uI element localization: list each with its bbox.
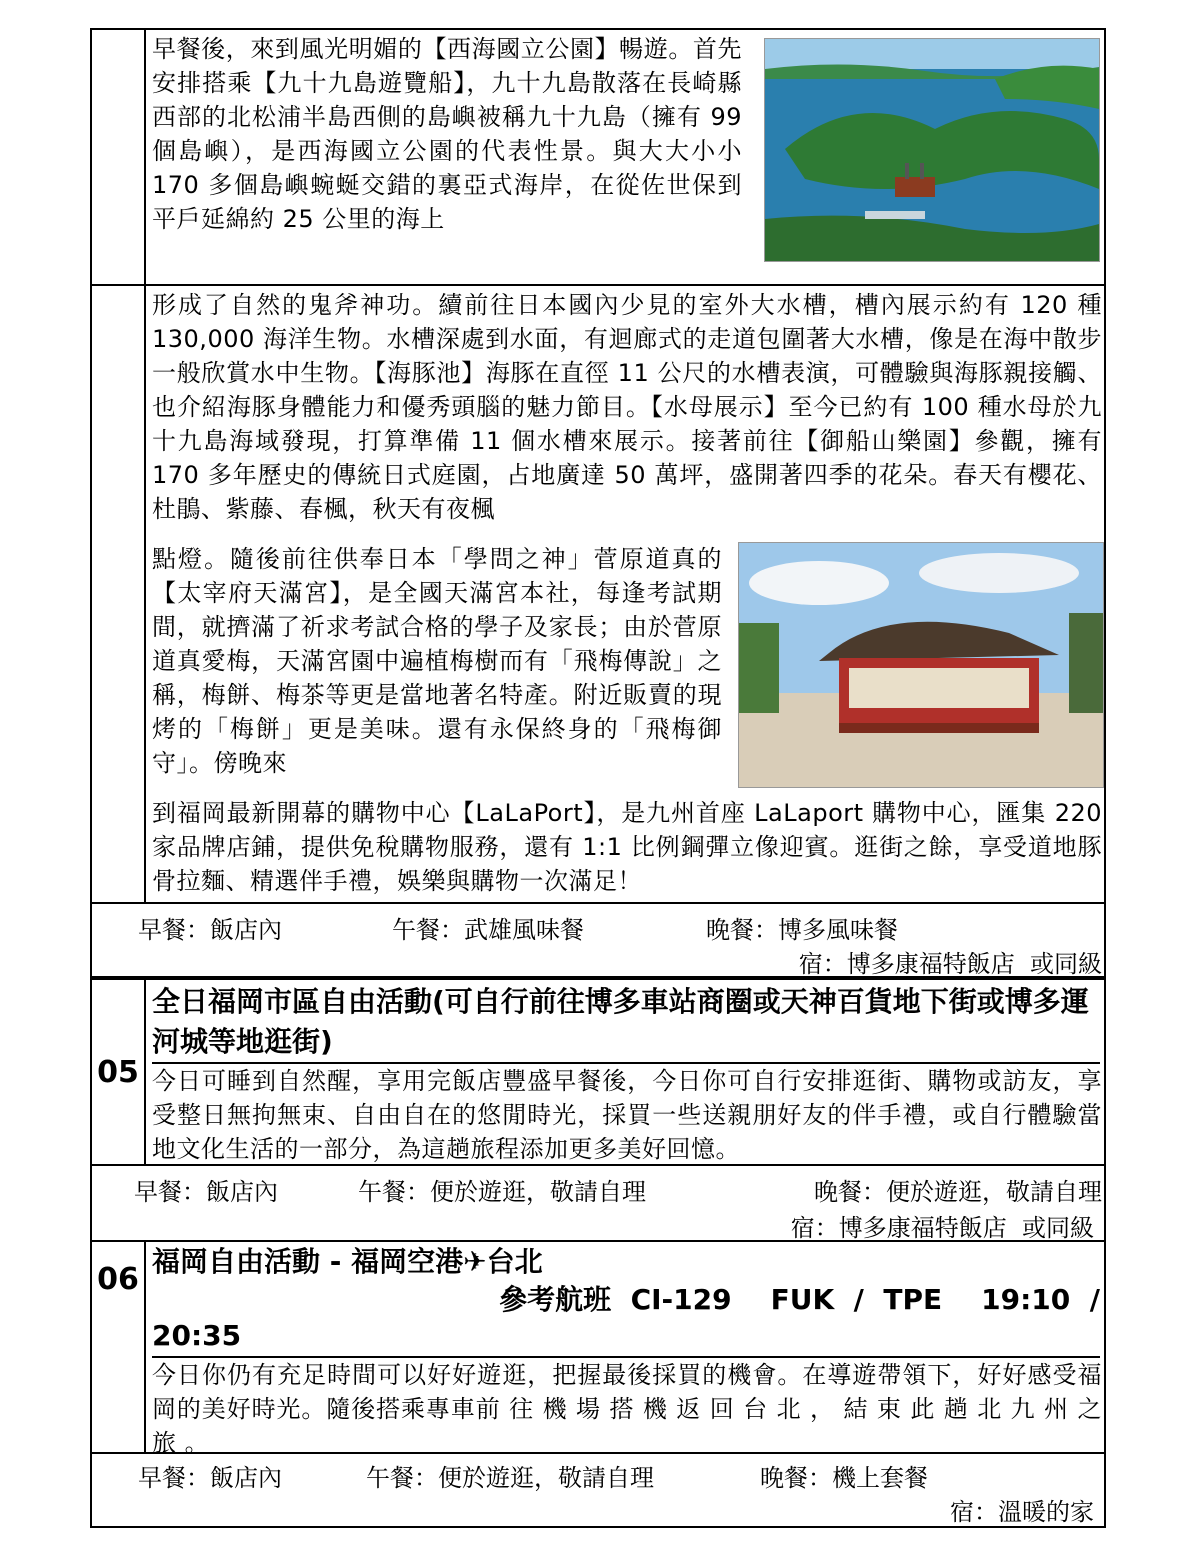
day-block-1	[90, 28, 1106, 286]
day-number: 06	[92, 1242, 146, 1452]
day-number-cell	[92, 286, 146, 902]
day-block-1-text: 早餐後，來到風光明媚的【西海國立公園】暢遊。首先安排搭乘【九十九島遊覽船】，九十九島散落在長崎縣西部的北松浦半島西側的島嶼被稱九十九島（擁有 99 個島嶼），是西海國立公園的代表性景。與大大小小 170 多個島嶼蜿蜒交錯的裏亞式海岸，在從佐世保到平戶延綿約 25 公里的海上	[152, 35, 742, 233]
dinner-label: 晚餐：機上套餐	[760, 1464, 928, 1492]
kujukushima-image	[765, 39, 1099, 261]
day-block-2-text-bottom: 到福岡最新開幕的購物中心【LaLaPort】，是九州首座 LaLaport 購物中心，匯集 220 家品牌店鋪，提供免稅購物服務，還有 1:1 比例鋼彈立像迎賓。逛街之餘，享受道地豚骨拉麵、精選伴手禮，娛樂與購物一次滿足！	[152, 799, 1102, 895]
kujukushima-photo	[764, 38, 1100, 262]
day-06-title: 福岡自由活動 - 福岡空港✈台北	[152, 1245, 543, 1278]
day-05-title: 全日福岡市區自由活動(可自行前往博多車站商圈或天神百貨地下街或博多運河城等地逛街)	[152, 982, 1100, 1064]
breakfast-label: 早餐：飯店內	[138, 916, 282, 944]
hotel-label: 宿：博多康福特飯店 或同級	[798, 950, 1102, 978]
itinerary-page	[90, 28, 1108, 1528]
day-05-text: 今日可睡到自然醒，享用完飯店豐盛早餐後，今日你可自行安排逛街、購物或訪友，享受整日無拘無束、自由自在的悠閒時光，採買一些送親朋好友的伴手禮，或自行體驗當地文化生活的一部分，為這趟旅程添加更多美好回憶。	[152, 1067, 1102, 1163]
flight-info: 參考航班 CI-129 FUK / TPE 19:10 /	[499, 1283, 1100, 1316]
lunch-label: 午餐：武雄風味餐	[392, 916, 584, 944]
dinner-label: 晚餐：便於遊逛，敬請自理	[814, 1178, 1102, 1206]
meals-row-day6	[90, 1454, 1106, 1528]
day-05-block	[90, 978, 1106, 1166]
day-block-2-text-top: 形成了自然的鬼斧神功。續前往日本國內少見的室外大水槽，槽內展示約有 120 種 130,000 海洋生物。水槽深處到水面，有迴廊式的走道包圍著大水槽，像是在海中散步一般欣賞水中生物。【海豚池】海豚在直徑 11 公尺的水槽表演，可體驗與海豚親接觸、也介紹海豚身體能力和優秀頭腦的魅力節目。【水母展示】至今已約有 100 種水母於九十九島海域發現，打算準備 11 個水槽來展示。接著前往【御船山樂園】參觀，擁有 170 多年歷史的傳統日式庭園，占地廣達 50 萬坪，盛開著四季的花朵。春天有櫻花、杜鵑、紫藤、春楓，秋天有夜楓	[152, 291, 1102, 523]
breakfast-label: 早餐：飯店內	[138, 1464, 282, 1492]
dazaifu-tenmangu-photo	[738, 542, 1104, 788]
day-number-cell	[92, 30, 146, 284]
meals-row-day5	[90, 1166, 1106, 1242]
dazaifu-image	[739, 543, 1103, 787]
hotel-label: 宿：博多康福特飯店 或同級	[790, 1214, 1094, 1242]
day-06-block	[90, 1240, 1106, 1457]
flight-info-cont: 20:35	[152, 1316, 1100, 1358]
day-block-2-text-mid: 點燈。隨後前往供奉日本「學問之神」菅原道真的【太宰府天滿宮】，是全國天滿宮本社，每逢考試期間，就擠滿了祈求考試合格的學子及家長；由於菅原道真愛梅，天滿宮園中遍植梅樹而有「飛梅傳說」之稱，梅餅、梅茶等更是當地著名特產。附近販賣的現烤的「梅餅」更是美味。還有永保終身的「飛梅御守」。傍晚來	[152, 545, 722, 777]
dinner-label: 晚餐：博多風味餐	[706, 916, 898, 944]
hotel-label: 宿：溫暖的家	[950, 1498, 1094, 1526]
lunch-label: 午餐：便於遊逛，敬請自理	[358, 1178, 646, 1206]
meals-row-day4	[90, 904, 1106, 978]
day-block-2	[90, 284, 1106, 904]
breakfast-label: 早餐：飯店內	[134, 1178, 278, 1206]
day-number: 05	[92, 980, 146, 1164]
lunch-label: 午餐：便於遊逛，敬請自理	[366, 1464, 654, 1492]
day-06-text: 今日你仍有充足時間可以好好遊逛，把握最後採買的機會。在導遊帶領下，好好感受福岡的美好時光。隨後搭乘專車前 往 機 場 搭 機 返 回 台 北 ， 結 束 此 趟 北 九 州 之 旅 。	[152, 1361, 1102, 1457]
